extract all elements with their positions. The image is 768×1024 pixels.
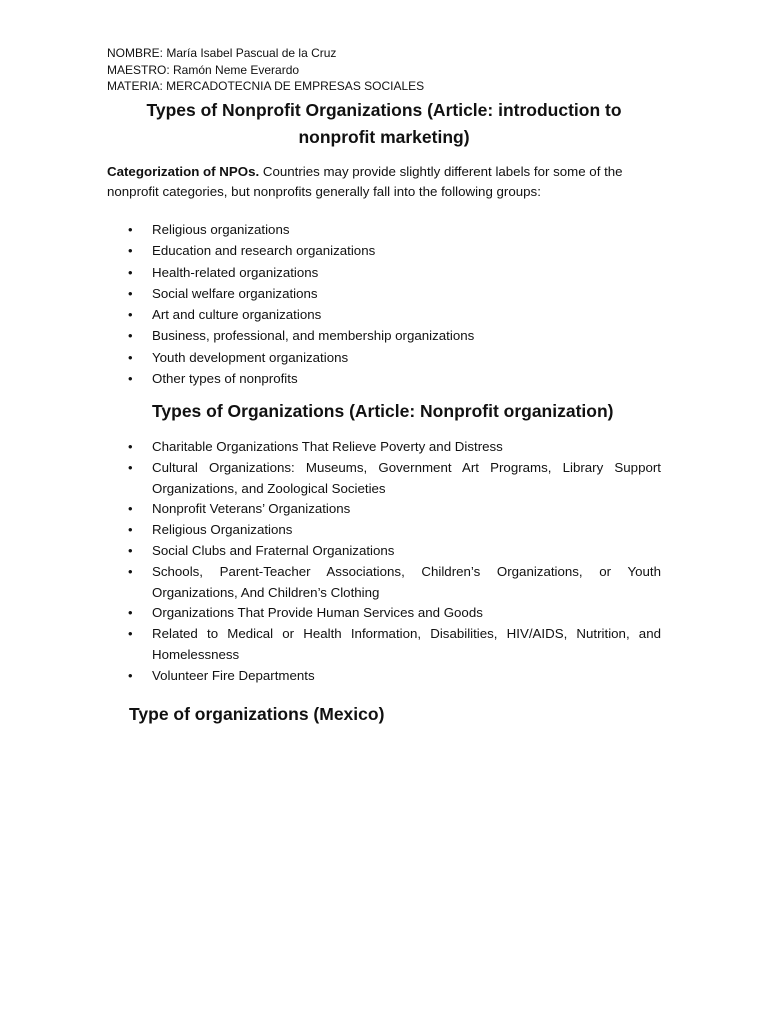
list-item-text: Social Clubs and Fraternal Organizations xyxy=(152,542,395,558)
list-item xyxy=(107,325,661,346)
list-item-text: Social welfare organizations xyxy=(152,285,318,301)
bullet-icon: • xyxy=(128,667,133,683)
organization-type-list xyxy=(107,437,661,687)
list-item xyxy=(107,347,661,368)
bullet-icon: • xyxy=(128,459,133,475)
bullet-icon: • xyxy=(128,264,133,280)
bullet-icon: • xyxy=(128,243,133,259)
list-item-text: Art and culture organizations xyxy=(152,307,322,323)
list-item-text: Religious Organizations xyxy=(152,522,293,538)
list-item xyxy=(107,624,661,666)
list-item-text: Education and research organizations xyxy=(152,243,376,259)
list-item xyxy=(107,304,661,325)
list-item-text: Nonprofit Veterans’ Organizations xyxy=(152,501,351,517)
bullet-icon: • xyxy=(128,626,133,642)
list-item xyxy=(107,240,661,261)
list-item xyxy=(107,603,661,624)
list-item-text: Cultural Organizations: Museums, Government Art Programs, Library Support Organizations, and Zoological Societies xyxy=(152,459,661,496)
list-item xyxy=(107,666,661,687)
list-item xyxy=(107,368,661,389)
list-item xyxy=(107,283,661,304)
bullet-icon: • xyxy=(128,307,133,323)
list-item-text: Other types of nonprofits xyxy=(152,371,298,387)
list-item-text: Related to Medical or Health Information, Disabilities, HIV/AIDS, Nutrition, and Homelessness xyxy=(152,626,661,662)
list-item-text: Volunteer Fire Departments xyxy=(152,667,315,683)
npo-category-list xyxy=(107,219,661,389)
list-item xyxy=(107,437,661,458)
list-item xyxy=(107,520,661,541)
bullet-icon: • xyxy=(128,439,133,454)
list-item xyxy=(107,562,661,604)
list-item-text: Religious organizations xyxy=(152,222,290,237)
list-item xyxy=(107,541,661,562)
intro-text: Countries may provide slightly different labels for some of the nonprofit categories, but nonprofits generally fall into the following groups: xyxy=(107,164,623,199)
list-item xyxy=(107,458,661,500)
intro-paragraph xyxy=(107,162,661,202)
document-title: Types of Nonprofit Organizations (Article: introduction to nonprofit marketing) xyxy=(146,100,622,147)
bullet-icon: • xyxy=(128,371,133,387)
list-item-text: Schools, Parent-Teacher Associations, Children’s Organizations, or Youth Organizations, And Children’s Clothing xyxy=(152,563,661,600)
intro-lead: Categorization of NPOs. xyxy=(107,164,260,179)
bullet-icon: • xyxy=(128,285,133,301)
list-item-text: Organizations That Provide Human Services and Goods xyxy=(152,605,483,621)
list-item xyxy=(107,499,661,520)
section-title-organization-types: Types of Organizations (Article: Nonprofit organization) xyxy=(152,401,614,421)
teacher-name: MAESTRO: Ramón Neme Everardo xyxy=(107,62,300,77)
bullet-icon: • xyxy=(128,605,133,621)
student-name: NOMBRE: María Isabel Pascual de la Cruz xyxy=(107,46,337,60)
student-header xyxy=(107,45,424,95)
bullet-icon: • xyxy=(128,222,133,237)
list-item-text: Youth development organizations xyxy=(152,349,349,365)
list-item-text: Business, professional, and membership organizations xyxy=(152,328,475,344)
bullet-icon: • xyxy=(128,349,133,365)
list-item-text: Health-related organizations xyxy=(152,264,319,280)
bullet-icon: • xyxy=(128,542,133,558)
subject-name: MATERIA: MERCADOTECNIA DE EMPRESAS SOCIALES xyxy=(107,79,425,93)
list-item-text: Charitable Organizations That Relieve Poverty and Distress xyxy=(152,439,503,454)
list-item xyxy=(107,219,661,240)
bullet-icon: • xyxy=(128,563,133,579)
bullet-icon: • xyxy=(128,328,133,344)
list-item xyxy=(107,262,661,283)
bullet-icon: • xyxy=(128,501,133,517)
section-title-mexico: Type of organizations (Mexico) xyxy=(129,704,385,724)
bullet-icon: • xyxy=(128,522,133,538)
